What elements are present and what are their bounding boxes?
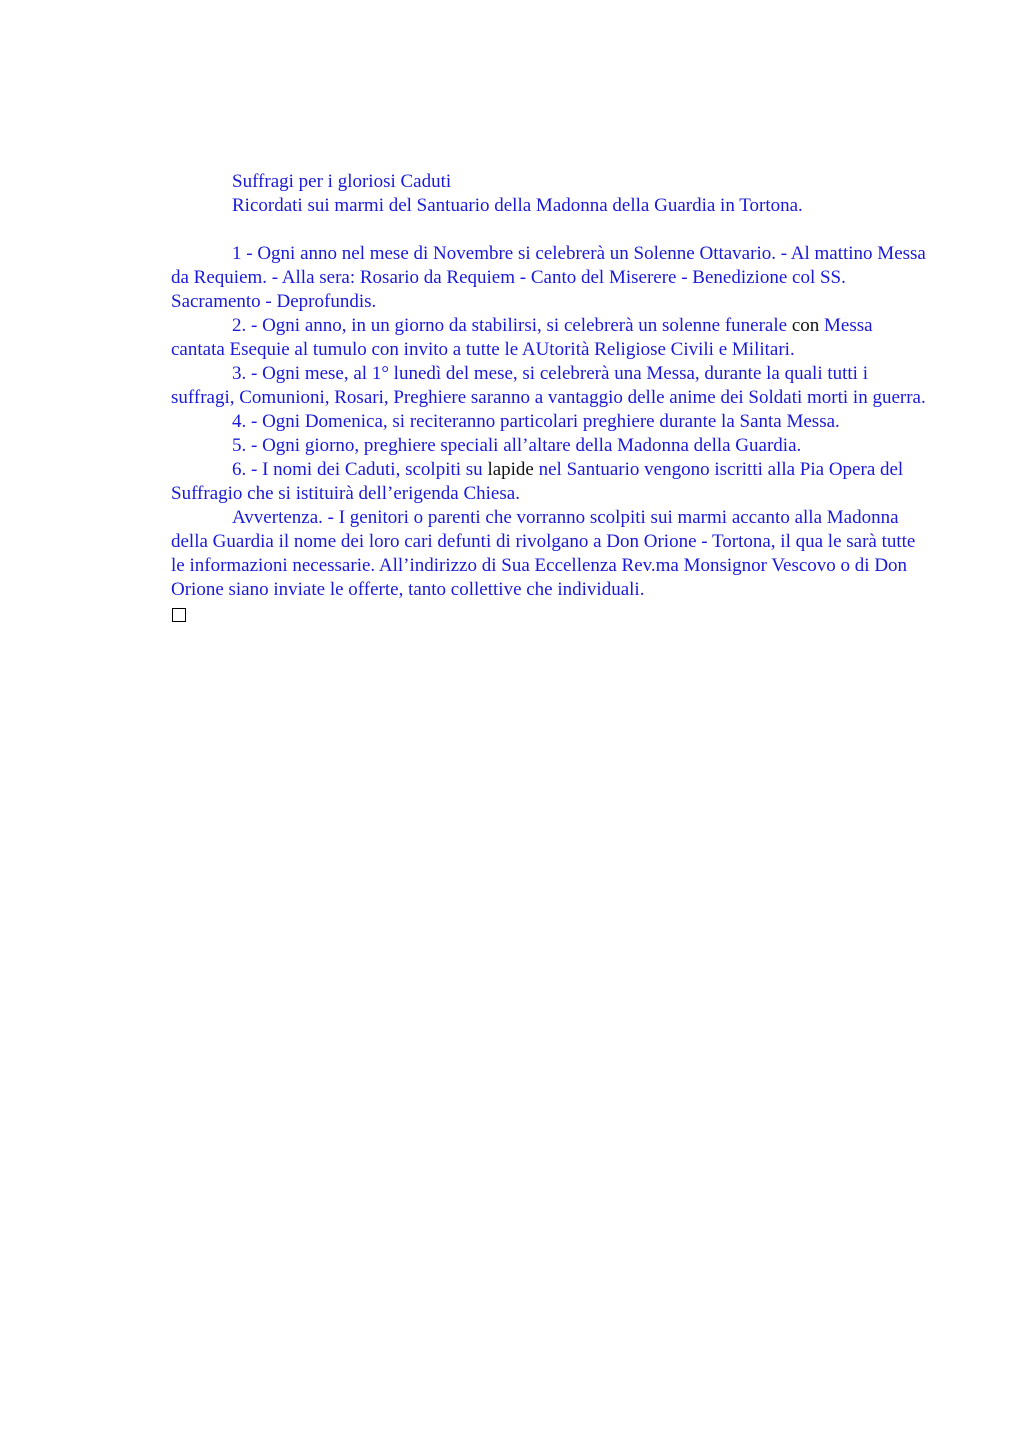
paragraph-avvertenza: Avvertenza. - I genitori o parenti che vorranno scolpiti sui marmi accanto alla Madonna della Guardia il nome dei loro cari defunti di rivolgano a Don Orione - Tortona, il qua le sarà tutte le informazioni necessarie. All’indirizzo di Sua Eccellenza Rev.ma Monsignor Vescovo o di Don Orione siano inviate le offerte, tanto collettive che individuali. bbox=[171, 507, 916, 600]
blank-line bbox=[171, 218, 931, 242]
empty-box-icon bbox=[172, 608, 186, 622]
paragraph-2 bbox=[171, 314, 931, 362]
paragraph-6-text-c: nel Santuario vengono iscritti alla Pia Opera del Suffragio che si istituirà dell’erigenda Chiesa. bbox=[171, 459, 904, 504]
document-title: Suffragi per i gloriosi Caduti bbox=[232, 171, 452, 192]
document-subtitle: Ricordati sui marmi del Santuario della Madonna della Guardia in Tortona. bbox=[232, 195, 803, 216]
paragraph-4: 4. - Ogni Domenica, si reciteranno particolari preghiere durante la Santa Messa. bbox=[232, 411, 840, 432]
paragraph-1: 1 - Ogni anno nel mese di Novembre si celebrerà un Solenne Ottavario. - Al mattino Messa da Requiem. - Alla sera: Rosario da Requiem - Canto del Miserere - Benedizione col SS. Sacramento - Deprofundis. bbox=[171, 243, 926, 312]
paragraph-5: 5. - Ogni giorno, preghiere speciali all’altare della Madonna della Guardia. bbox=[232, 435, 802, 456]
paragraph-3: 3. - Ogni mese, al 1° lunedì del mese, si celebrerà una Messa, durante la quali tutti i suffragi, Comunioni, Rosari, Preghiere saranno a vantaggio delle anime dei Soldati morti in guerra. bbox=[171, 363, 926, 408]
paragraph-2-text-c: Messa cantata Esequie al tumulo con invito a tutte le AUtorità Religiose Civili e Militari. bbox=[171, 315, 873, 360]
paragraph-6-text-b: lapide bbox=[487, 459, 534, 480]
document-page bbox=[171, 170, 931, 622]
paragraph-6-text-a: 6. - I nomi dei Caduti, scolpiti su bbox=[232, 459, 488, 480]
paragraph-6 bbox=[171, 458, 931, 506]
paragraph-2-text-a: 2. - Ogni anno, in un giorno da stabilirsi, si celebrerà un solenne funerale bbox=[232, 315, 788, 336]
paragraph-2-text-b: con bbox=[787, 315, 825, 336]
